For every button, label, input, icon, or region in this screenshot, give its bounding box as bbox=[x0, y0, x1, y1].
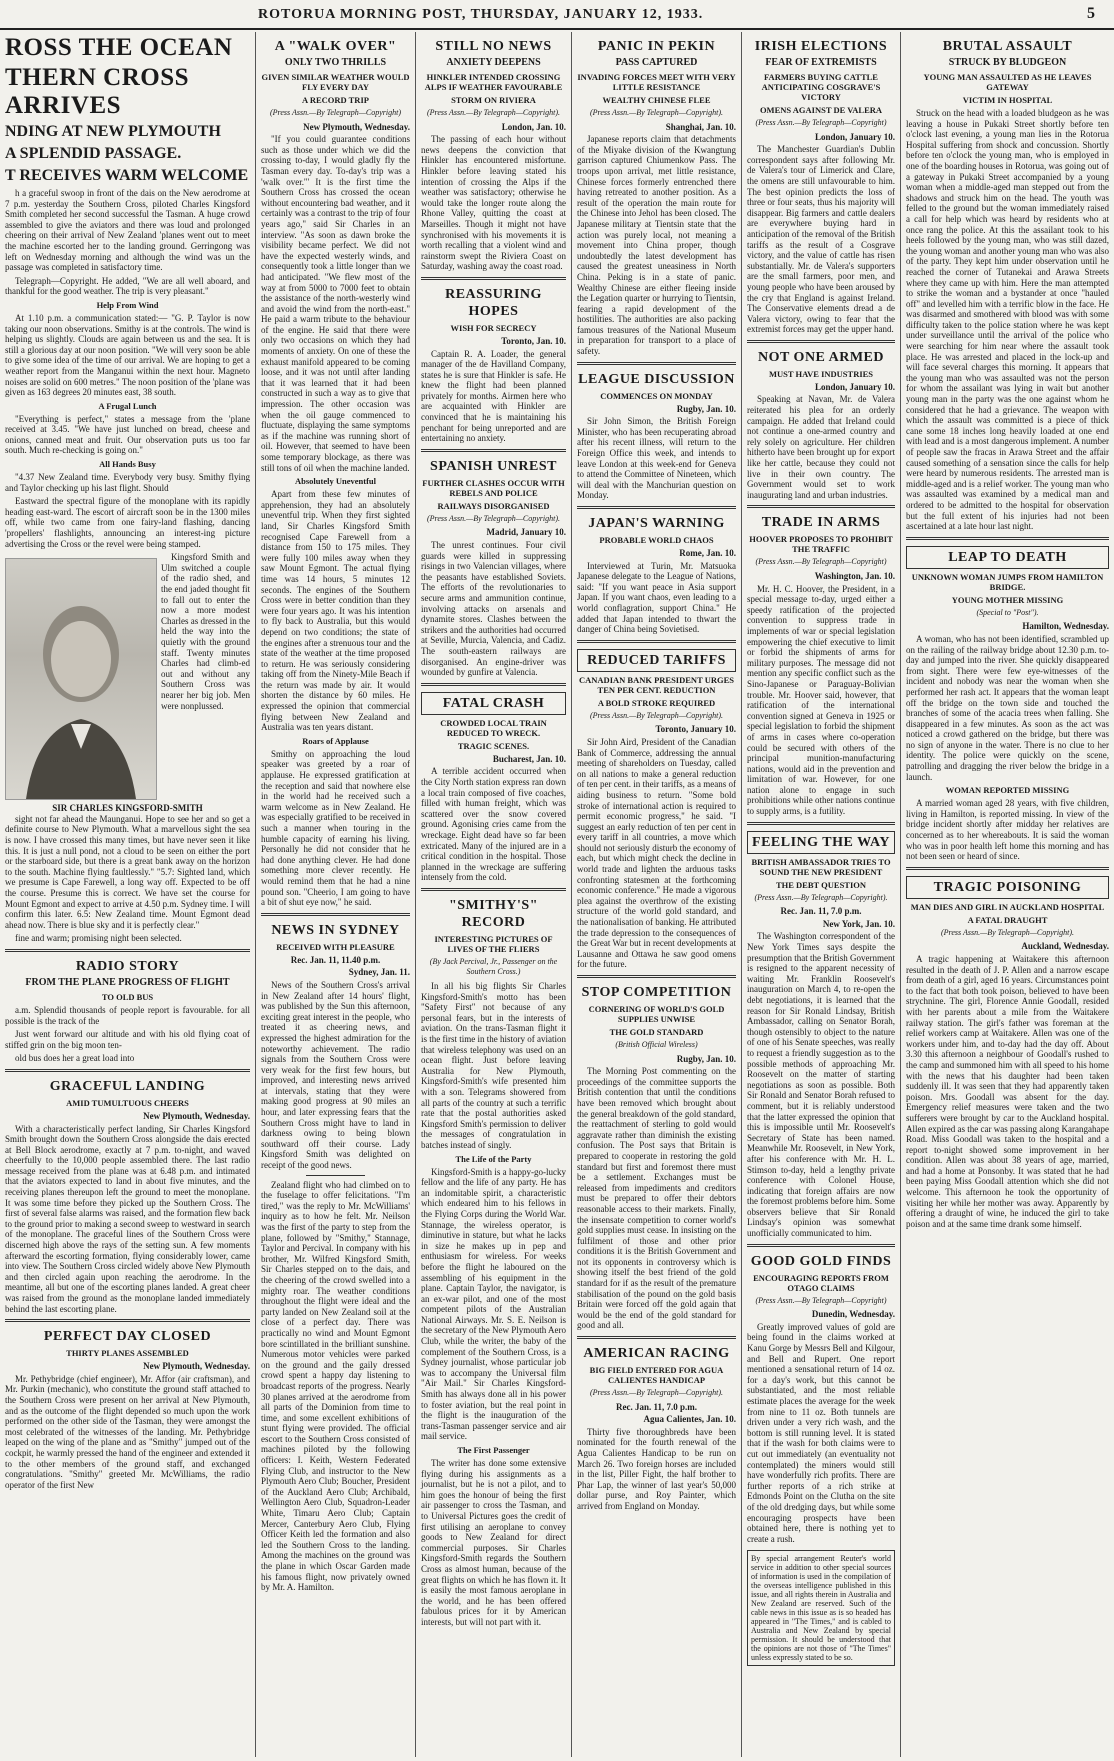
article-paragraph: Kingsford Smith and Ulm switched a couple of the radio shed, and the end jaded thought fit to fall out to enter the now a more modest Charles as dressed in the held the way into the quietly with the ground staff. Twenty minutes Charles had climb-ed out and without any Southern Cross was nearer her big job. Men were nonplussed. bbox=[161, 552, 250, 711]
dateline: London, January 10. bbox=[814, 131, 895, 142]
received-line: Rec. Jan. 11, 7.0 p.m. bbox=[616, 1401, 697, 1412]
article-paragraph: Sir John Aird, President of the Canadian Bank of Commerce, addressing the annual meeting of shareholders on Tuesday, called on all nations to make a general reduction of ten per cent. in their tariffs, as a means of aiding business to return. "Some bold stroke of international action is required to permit economic progress," he said. "I suggest an early reduction of ten per cent in every tariff in all countries, a move which should not seriously disturb the economy of each, but which might check the decline in world trade and lighten the arduous tasks confronting statesmen at the forthcoming economic conference." He made a vigorous plea against the overthrow of the existing structure of the world gold standard, and the nationalisation of banking. He attributed the trade depression to the consequences of the Great War but in recent developments at Lausanne and Ottawa he saw good omens for the future. bbox=[577, 736, 736, 970]
subheading: THE DEBT QUESTION bbox=[775, 879, 867, 890]
article-paragraph: "Everything is perfect," states a message from the 'plane received at 3.45. "We have just lunched on bread, cheese and onions, canned meat and fruit. Our observation puts us too far south. Much re-checking is going on." bbox=[5, 413, 250, 456]
section-heading: LEAGUE DISCUSSION bbox=[578, 371, 735, 387]
article-paragraph: At 1.10 p.m. a communication stated:— "G. P. Taylor is now taking our noon observations. Smithy is at the controls. The wind is helping us slightly. Clouds are again between us and the sea. It is still a glorious day at our noon position. "We will very soon be able to give some idea of the time of our arrival. We are hoping to get a weather report from the Manganui within the next hour. Magneto noises are solid on 600 metres." The noon position of the 'plane was given as 163 degrees 20 minutes east, 38 south. bbox=[5, 312, 250, 398]
article-paragraph: Greatly improved values of gold are being found in the claims worked at Kanu Gorge by Messrs Bell and Kilgour, and Bell and Rupert. One report mentioned a sensational return of 14 oz. for a day's work, but this cannot be substantiated, and the most reliable estimate places the average for the week from nine to 11 oz. Both tunnels are driven under a very rich wash, and the bottom is still running level. It is stated that if the wash for both claims were to cut out immediately (an eventuality not contemplated) the miners would still have wonderfully rich profits. There are further reports of a rich strike at Edmonds Point on the Clutha on the site of the old dredging days, but while some encouraging prospects have been obtained here, there is nothing yet to create a rush. bbox=[747, 1321, 895, 1544]
deck-warm-welcome: T RECEIVES WARM WELCOME bbox=[5, 167, 249, 184]
portrait-block bbox=[5, 552, 250, 800]
dateline: New York, Jan. 10. bbox=[822, 918, 895, 929]
subheading: FARMERS BUYING CATTLE ANTICIPATING COSGRAVE'S VICTORY bbox=[761, 72, 881, 102]
section-heading: BRUTAL ASSAULT bbox=[942, 39, 1073, 54]
subheading: Help From Wind bbox=[96, 299, 159, 310]
section-heading: TRAGIC POISONING bbox=[906, 876, 1109, 899]
dateline: Rugby, Jan. 10. bbox=[676, 403, 736, 414]
section-heading: TRADE IN ARMS bbox=[761, 515, 881, 531]
portrait-caption: SIR CHARLES KINGSFORD-SMITH bbox=[52, 803, 203, 814]
section-heading: SPANISH UNREST bbox=[430, 458, 557, 474]
subheading: HINKLER INTENDED CROSSING ALPS IF WEATHER FAVOURABLE bbox=[424, 72, 563, 92]
columns bbox=[0, 32, 1114, 1757]
dateline: Rugby, Jan. 10. bbox=[676, 1053, 736, 1064]
byline: (By Jack Percival, Jr., Passenger on the Southern Cross.) bbox=[429, 956, 558, 977]
article-paragraph: A woman, who has not been identified, scrambled up on the railing of the railway bridge about 12.30 p.m. to-day and jumped into the river. She quickly disappeared from sight. There were few eye-witnesses of the incident and nobody was near the woman when she performed her rash act. It appears that the woman leapt off the bridge on the town side and touched the branches of some of the acacia trees when falling. She disappeared in a few minutes. As soon as the act was noticed a crowd gathered on the bridge, but there was no sign of anyone in the water. There is no clue to her identity. The police were quickly on the scene, patrolling and dragging the river below the bridge in a launch. bbox=[906, 633, 1109, 782]
subheading: MUST HAVE INDUSTRIES bbox=[768, 368, 874, 379]
subheading: YOUNG MAN ASSAULTED AS HE LEAVES GATEWAY bbox=[923, 72, 1092, 92]
masthead-title: ROTORUA MORNING POST, THURSDAY, JANUARY 12, 1933. bbox=[258, 7, 704, 22]
dateline: New Plymouth, Wednesday. bbox=[143, 1110, 250, 1121]
press-line: (Press Assn.—By Telegraph—Copyright). bbox=[589, 108, 724, 117]
column-4 bbox=[571, 32, 741, 1757]
section-heading: RADIO STORY bbox=[75, 958, 180, 974]
article-paragraph: The writer has done some extensive flying during his assignments as a journalist, but he is not a pilot, and to him goes the honour of being the first air passenger to cross the Tasman, and to Universal Pictures goes the credit of first utilising an aeroplane to convey goods to New Zealand for direct commercial purposes. Sir Charles Kingsford-Smith regards the Southern Cross as almost human, because of the great flights on which he has flown it. It is easily the most famous aeroplane in the world, and he has been offered fabulous prices for it by American interests, but will not part with it. bbox=[421, 1458, 566, 1627]
subheading: FROM THE PLANE PROGRESS OF FLIGHT bbox=[25, 976, 230, 988]
subheading: All Hands Busy bbox=[99, 459, 156, 470]
article-paragraph: "If you could guarantee conditions such as those under which we did the crossing to-day, I would gladly fly the Tasman every day. To-day's trip was a 'walk over.'" It is the first time the Southern Cross has crossed the ocean without encountering bad weather, and it certainly was a contrast to the trip of four years ago," said Sir Charles in an interview. "As soon as dawn broke the visibility became perfect. We did not have the expected westerly winds, and consequently took a little longer than we had anticipated. "We flew most of the way at from 5000 to 7000 feet to obtain the assistance of the north-westerly wind and avoid the wind from the north-east." He paid a warm tribute to the behaviour of the engine. He said that there were only two occasions on which they had moments of anxiety. On one of these the exhaust manifold appeared to be coming loose, and it was not until after landing that it was learned that it had been constructed in such a way as to give that impression. The other occasion was when the oil gauge commenced to fluctuate, displaying the same symptoms as if the machine was running short of oil. However, that seemed to have been some temporary blockage, as there was still tons of oil when the machine landed. bbox=[261, 134, 410, 473]
subheading: STRUCK BY BLUDGEON bbox=[948, 57, 1067, 68]
dateline: Sydney, Jan. 11. bbox=[348, 967, 410, 978]
dateline: Toronto, January 10. bbox=[655, 724, 736, 735]
article-paragraph: The Washington correspondent of the New York Times says despite the presumption that the British Government is resigned to the apparent necessity of waiting Mr. Franklin Roosevelt's inauguration on March 4, to re-open the debt negotiations, it is learned that the reason for Sir Ronald Lindsay, British Ambassador, calling on Senator Borah, though ostensibly to object to the nature of one of his Senate speeches, was really to request a friendly suggestion as to the possible methods of approaching Mr. Roosevelt on the matter of starting negotiations as soon as possible. Both Sir Ronald and Senator Borah refused to comment, but it is reliably understood that the latter expressed the opinion that this is impossible until Mr. Roosevelt's Secretary of State has been named. Meanwhile Mr. Roosevelt, in New York, after his conference with Mr. H. L. Stimson to-day, held a lengthy private conference with Colonel House, indicating that foreign affairs are now the foremost problems before him. Some observers believe that Sir Ronald Lindsay's opinion was somewhat unofficially communicated to him. bbox=[747, 931, 895, 1239]
section-heading: GRACEFUL LANDING bbox=[49, 1078, 206, 1094]
subheading: YOUNG MOTHER MISSING bbox=[951, 594, 1064, 605]
press-line: (Press Assn.—By Telegraph—Copyright). bbox=[754, 892, 888, 902]
dateline: Rome, Jan. 10. bbox=[679, 548, 736, 558]
dateline: Dunedin, Wednesday. bbox=[811, 1309, 895, 1320]
section-heading: A "WALK OVER" bbox=[274, 39, 397, 54]
article-paragraph: In all his big flights Sir Charles Kingsford-Smith's motto has been "Safety First" not because of any personal fears, but in the interests of aviation. On the trans-Tasman flight it is the first time in the history of aviation that wireless telephony was used on an ocean flight. Just before leaving Australia for New Plymouth, Kingsford-Smith's wife presented him with a son. Telegrams showered from all parts of the country at such a terrific rate that the postal authorities asked Kingsford Smith's permission to deliver the messages of congratulation in batches instead of singly. bbox=[421, 981, 566, 1150]
press-line: (Press Assn.—By Telegraph—Copyright). bbox=[426, 108, 561, 117]
section-heading: REDUCED TARIFFS bbox=[577, 649, 736, 672]
subheading: WOMAN REPORTED MISSING bbox=[945, 785, 1070, 796]
section-heading: NEWS IN SYDNEY bbox=[271, 922, 400, 938]
section-heading: FEELING THE WAY bbox=[747, 831, 895, 854]
portrait-illustration bbox=[6, 559, 156, 799]
section-heading: GOOD GOLD FINDS bbox=[750, 1253, 892, 1269]
article-paragraph: A tragic happening at Waitakere this afternoon resulted in the death of J. P. Allen and a narrow escape from death of a girl, aged 16 years. Circumstances point to the fact that both took poison, believed to have been strychnine. The girl, Florence Annie Goodall, resided with her parents about a mile from the Waitakere railway station. The girl's father was foreman at the relief workers camp at Waitakere. Allen was one of the workers under him, and to-day had the day off. About 3.30 this afternoon a neighbour of Goodall's rushed to the camp and summoned him with all speed to his home with the news that his daughter had been taken suddenly ill. It was seen that they had apparently taken poison. Mrs. Goodall was absent for the day. Emergency relief measures were taken and the two sufferers were brought by car to the Auckland hospital. Allen expired as the car was passing along Karangahape Road. Miss Goodall was taken to the hospital and a report to-night showed some improvement in her condition. Allen was about 38 years of age, married, and had a home at Ponsonby. It was stated that he had been paying Miss Goodall attention which she did not welcome. This afternoon he took the opportunity of visiting her while her mother was away. Apparently by offering a draught of wine, he induced the girl to take poison and at the same time drank some himself. bbox=[906, 954, 1109, 1229]
subheading: Absolutely Uneventful bbox=[295, 476, 376, 487]
article-paragraph: Mr. H. C. Hoover, the President, in a special message to-day, urged either a speedy ratification of the projected convention to suppress trade in implements of war or special legislation empowering the chief executive to limit or forbid the shipments of arms for military purposes. The message did not mention any specific conflict such as the Sino-Japanese or Paraguay-Bolivian trouble. Mr. Hoover said, however, that ratification of the international convention signed at Geneva in 1925 or special legislation to forbid the shipment of arms in cases where co-operation could be secured with others of the principal munition-manufacturing nations, would aid in the prevention and limitation of war. However, for one nation alone to engage in such prohibitions while other nations continue to supply arms, is a futility. bbox=[747, 583, 895, 817]
page-number: 5 bbox=[1087, 5, 1096, 22]
press-line: (Press Assn.—By Telegraph—Copyright). bbox=[589, 710, 724, 720]
subheading: WEALTHY CHINESE FLEE bbox=[602, 95, 711, 105]
column-5 bbox=[741, 32, 900, 1757]
article-paragraph: Struck on the head with a loaded bludgeon as he was leaving a house in Pukaki Street shortly before ten o'clock last evening, a young man lies in the Rotorua Hospital suffering from shock and concussion. Shortly before ten o'clock the young man, who is employed in one of the boarding houses in Rotorua, was going out of a gateway in Pukaki Street accompanied by a young woman when a middle-aged man stepped out from the shadows and struck him on the head. The youth was felled to the ground but the woman immediately raised a call for help which was heard by residents who at once rang the police. At this the assailant took to his heels followed by the young man, who was still dazed, the young woman and another young man who was also of the party. They kept him under observation until he reached the corner of Tutanekai and Arawa Streets where they came up with him. Here the man attempted to strike the woman and a bystander at once "hauled off" and levelled him with a terrific blow in the face. He was disarmed and smothered with blood was with some difficulty taken to the police station where he was kept under surveillance until the arrival of the police who were searching for him near where the assault took place. He was arrested and placed in the lock-up and will face several charges this morning. It appears that the young man who was assaulted was not the person for whom the assailant was lying in wait but another young man in the party was the one against whom he considered that he had a grievance. The weapon with which the assault was committed is a piece of thick cane some 18 inches long heavily loaded at one end with lead and is a most dangerous implement. A number of people saw the fracas in Arawa Street and the affair caused something of a sensation since the calls for help were heard by numerous residents. The arrested man is middle-aged and is a relief worker. The young man who was assaulted was examined by a medical man and ordered to be admitted to the hospital for observation but the full extent of his injuries had not been ascertained at a late hour last night. bbox=[906, 108, 1109, 532]
press-line: (Special to "Post"). bbox=[976, 607, 1039, 617]
subheading: RECEIVED WITH PLEASURE bbox=[276, 941, 395, 952]
reuters-notice: By special arrangement Reuter's world service in addition to other special sources of information is used in the compilation of the overseas intelligence published in this issue, and all rights therein in Australia and New Zealand are reserved. Such of the cable news in this issue as is so headed has appeared in "The Times," and is cabled to Australia and New Zealand by special permission. It should be understood that the opinions are not those of "The Times" unless expressly stated to be so. bbox=[747, 1550, 895, 1666]
article-paragraph: The Morning Post commenting on the proceedings of the committee supports the British contention that until the conditions have been removed which brought about the general breakdown of the gold standard, the reattachment of sterling to gold would aggravate rather than diminish the existing confusion. The Post says that Britain is prepared to cooperate in restoring the gold standard but first and foremost there must be a settlement. Exchanges must be released from impediments and creditors must be prepared to offer their debtors reasonable access to their markets. Finally, the insensate competition to corner world's gold supplies must cease. In insisting on the fulfilment of those and other prior conditions it is the British Government and not its opponents in controversy which is showing itself the best friend of the gold standard for if as the result of the premature stabilisation of the pound on the gold basis Britain were forced off the gold again that would be the end of the gold standard for good and all. bbox=[577, 1066, 736, 1331]
dateline: Shanghai, Jan. 10. bbox=[665, 121, 736, 132]
dateline: London, Jan. 10. bbox=[501, 121, 566, 132]
subheading: BRITISH AMBASSADOR TRIES TO SOUND THE NEW PRESIDENT bbox=[751, 856, 891, 877]
column-2 bbox=[255, 32, 415, 1757]
article-paragraph: Telegraph—Copyright. He added, "We are all well aboard, and thankful for the good weather. The trip is very pleasant." bbox=[5, 275, 250, 297]
headline-ocean: ROSS THE OCEAN bbox=[5, 34, 233, 61]
article-paragraph: Eastward the spectral figure of the monoplane with its rapidly heading east-ward. The escort of aircraft soon be in the 1300 miles off, while two came from one fairy-land flashing, dancing 'propellers' flashlights, announcing an interest-ing picture advertising the Cross or the revel were being stamped. bbox=[5, 496, 250, 549]
press-line: (Press Assn.—By Telegraph—Copyright). bbox=[940, 927, 1075, 937]
subheading: ENCOURAGING REPORTS FROM OTAGO CLAIMS bbox=[753, 1272, 889, 1293]
section-heading: NOT ONE ARMED bbox=[757, 349, 885, 365]
masthead bbox=[0, 0, 1114, 30]
dateline: Bucharest, Jan. 10. bbox=[492, 753, 566, 764]
press-line: (Press Assn.—By Telegraph—Copyright) bbox=[755, 118, 887, 127]
article-paragraph: Captain R. A. Loader, the general manager of the de Havilland Company, states he is sure that Hinkler is safe. He knew the flight had been planned privately for months. Airmen here who are acquainted with Hinkler are convinced that he is maintaining his penchant for being unreported and are entertaining no anxiety. bbox=[421, 348, 566, 444]
article-paragraph: old bus does her a great load into bbox=[15, 1053, 135, 1064]
article-paragraph: Apart from these few minutes of apprehension, they had an absolutely uneventful trip. When they first sighted land, Sir Charles Kingsford Smith recognised Cape Farewell from a distance from 150 to 175 miles. They were fully 100 miles away when they saw Mount Egmont. The actual flying time was 14 hours, 5 minutes 12 seconds. The engines of the Southern Cross were in better condition than they were four years ago. It was his intention to fly back to Australia, but this would depend on two conditions; the state of the engines after a strenuous tour and the state of the weather at the time proposed to return. He was seriously considering taking off from the Ninety-Mile Beach if the return was made by air. It would shorten the distance by 60 miles. He expressed the opinion that commercial flying between New Zealand and Australia was ten years distant. bbox=[261, 489, 410, 733]
press-line: (Press Assn.—By Telegraph—Copyright). bbox=[426, 513, 561, 523]
section-heading: FATAL CRASH bbox=[421, 692, 566, 715]
subheading: PROBABLE WORLD CHAOS bbox=[599, 535, 714, 545]
press-line: (Press Assn.—By Telegraph—Copyright) bbox=[755, 1295, 887, 1305]
section-heading: STOP COMPETITION bbox=[581, 985, 732, 1000]
subheading: FURTHER CLASHES OCCUR WITH REBELS AND POLICE bbox=[422, 477, 565, 498]
press-line: (Press Assn.—By Telegraph—Copyright) bbox=[269, 108, 402, 117]
dateline: Madrid, January 10. bbox=[486, 527, 566, 538]
article-paragraph: h a graceful swoop in front of the dais on the New aerodrome at 7 p.m. yesterday the Southern Cross, piloted Charles Kingsford Smith completed her second successful the Tasman. A huge crowd assembled to give the aviators and there was loud and prolonged cheering on their arrival of New Zealand 'planes went out to meet the machine escorted her to the landing ground. Gerringong was left on Wednesday morning and although the wind was un the passage was completed in satisfactory time. bbox=[5, 188, 250, 273]
article-paragraph: The passing of each hour without news deepens the conviction that Hinkler has encountered misfortune. Hinkler before leaving stated his intention of crossing the Alps if the weather was satisfactory; otherwise he would take the longer route along the Rhone Valley, quitting the coast at Marseilles. Though it might not have synchronised with his movements it is worth recalling that a violent wind and rainstorm swept the Riviera Coast on Saturday, washing away the coast road. bbox=[421, 134, 566, 272]
subheading: PASS CAPTURED bbox=[615, 57, 698, 68]
article-paragraph: a.m. Splendid thousands of people report is favourable. for all possible is the track of the bbox=[5, 1004, 250, 1026]
subheading: Roars of Applause bbox=[302, 735, 369, 746]
section-heading: "SMITHY'S" RECORD bbox=[448, 897, 538, 930]
deck-splendid-passage: A SPLENDID PASSAGE. bbox=[5, 145, 182, 162]
dateline: New Plymouth, Wednesday. bbox=[143, 1361, 250, 1372]
press-line: (Press Assn.—By Telegraph—Copyright). bbox=[589, 1388, 724, 1398]
dateline: Auckland, Wednesday. bbox=[1021, 941, 1109, 952]
received-line: Rec. Jan. 11, 7.0 p.m. bbox=[780, 906, 862, 917]
headline-southern-cross: THERN CROSS ARRIVES bbox=[5, 64, 190, 119]
section-heading: JAPAN'S WARNING bbox=[588, 516, 725, 531]
article-paragraph: fine and warm; promising night been selected. bbox=[15, 933, 182, 944]
section-heading: PERFECT DAY CLOSED bbox=[43, 1329, 212, 1345]
subheading: MAN DIES AND GIRL IN AUCKLAND HOSPITAL bbox=[910, 901, 1105, 912]
subheading: UNKNOWN WOMAN JUMPS FROM HAMILTON BRIDGE. bbox=[911, 571, 1104, 592]
article-paragraph: sight not far ahead the Maunganui. Hope to see her and so get a definite course to New Plymouth. What a marvellous sight the sea is now. I have crossed this many times, but have never seen it like this. It is just a null pond, not a cloud to be seen on either the port or the starboard side, but there is a great bank away on the horizon to the south. Machine flying faultlessly." "5.7: Sighted land, which we presume is Cape Farewell, a long way off. Expected to be off the course. Presume this is correct. We have set the course for Mount Egmont and expect to arrive at 4.50 p.m. Sydney time. I will confirm this later. 6.5: New Zealand time. Mount Egmont dead ahead now. There is blue sky and it is perfectly clear." bbox=[5, 813, 250, 930]
received-line: Rec. Jan. 11, 11.40 p.m. bbox=[290, 954, 381, 965]
subheading: RAILWAYS DISORGANISED bbox=[437, 500, 550, 511]
subheading: INVADING FORCES MEET WITH VERY LITTLE RESISTANCE bbox=[577, 72, 736, 92]
subheading: COMMENCES ON MONDAY bbox=[600, 390, 713, 401]
section-heading: PANIC IN PEKIN bbox=[597, 39, 716, 54]
article-paragraph: A terrible accident occurred when the City North station express ran down a local train composed of five coaches, filled with human freight, which was scattered over the snow covered ground. Agonising cries came from the wreckage. Eight dead have so far been extricated. Many of the injured are in a critical condition in the hospital. Those planned in the wreckage are suffering intensely from the cold. bbox=[421, 766, 566, 883]
portrait-photo bbox=[5, 558, 157, 800]
article-paragraph: "4.37 New Zealand time. Everybody very busy. Smithy flying and Taylor checking up his last flight. Should bbox=[5, 472, 250, 493]
subheading: STORM ON RIVIERA bbox=[451, 95, 536, 105]
subheading: TO OLD BUS bbox=[101, 991, 154, 1002]
column-1 bbox=[0, 32, 255, 1757]
article-paragraph: The Manchester Guardian's Dublin correspondent says after following Mr. de Valera's tour of Limerick and Clare, the omens are still unfavourable to him. The best opinion predicts the loss of three or four seats, thus his majority will disappear. Big farmers and cattle dealers are everywhere buying hard in anticipation of the removal of the British tariffs as the result of a Cosgrave victory, and the value of cattle has risen substantially. Mr. de Valera's supporters are the small farmers, poor men, and young people who have been aroused by the cry that England is against Ireland. The Conservative elements dread a de Valera victory, owing to fear that the extremist forces may get the upper hand. bbox=[747, 144, 895, 335]
subheading: A Frugal Lunch bbox=[98, 400, 157, 411]
deck-new-plymouth: NDING AT NEW PLYMOUTH bbox=[5, 123, 221, 140]
subheading: BIG FIELD ENTERED FOR AGUA CALIENTES HANDICAP bbox=[589, 1365, 724, 1386]
subheading: ONLY TWO THRILLS bbox=[284, 57, 387, 68]
section-heading: REASSURING HOPES bbox=[445, 286, 542, 319]
subheading: TRAGIC SCENES. bbox=[457, 740, 530, 751]
article-paragraph: Smithy on approaching the loud speaker was greeted by a roar of applause. He expressed gratification at the reception and said that nowhere else in the world had he received such a warm welcome as in New Zealand. He was especially gratified to be received in such a manner when touring in the humble capacity of earning his living. Personally he did not consider that he had done anything clever. He had done something more clever recently. He would remind them that he had a nine pound son. "Cheerio, I am going to have a bit of shut eye now," he said. bbox=[261, 748, 410, 908]
article-paragraph: Just went forward our altitude and with his old flying coat of stiffed grin on the big moon ten- bbox=[5, 1029, 250, 1050]
subheading: CROWDED LOCAL TRAIN REDUCED TO WRECK. bbox=[440, 717, 547, 738]
dateline: Hamilton, Wednesday. bbox=[1022, 621, 1109, 632]
article-paragraph: A married woman aged 28 years, with five children, living in Hamilton, is reported missing. In view of the bridge incident shortly after midday her relatives are concerned as to her whereabouts. It is said the woman who was in poor health left home this morning and has not been seen or heard of since. bbox=[906, 798, 1109, 862]
subheading: The Life of the Party bbox=[455, 1153, 532, 1164]
article-paragraph: Japanese reports claim that detachments of the Miyake division of the Kwangtung garrison captured Chiumenkow Pass. The troops upon arrival, met little resistance, Chinese forces formerly entrenched there having retreated to another position. As a result of the operation the main route for the Chinese into Jehol has been closed. The Japanese military at Tientsin state that the action was purely local, not meaning a movement into China proper, though undoubtedly the latest development has caused the greatest uneasiness in North China. Peking is in a state of panic. Wealthy Chinese are either fleeing inside the Legation quarter or hurrying to Tientsin, fearing a rapid development of the hostilities. The authorities are also packing famous treasures of the National Museum in preparation for transport to a place of safety. bbox=[577, 134, 736, 357]
dateline: New Plymouth, Wednesday. bbox=[303, 121, 410, 132]
dateline: Washington, Jan. 10. bbox=[814, 571, 895, 581]
section-heading: LEAP TO DEATH bbox=[906, 546, 1109, 569]
subheading: FEAR OF EXTREMISTS bbox=[765, 57, 877, 68]
dateline: Toronto, Jan. 10. bbox=[501, 335, 566, 346]
article-paragraph: Speaking at Navan, Mr. de Valera reiterated his plea for an orderly campaign. He added that Ireland could not continue a one-armed country and rely solely on agriculture. Her children hitherto have been brought up for export like her cattle, because they could not live in their own country. The Government would set to work inaugurating land and urban industries. bbox=[747, 394, 895, 500]
subheading: A BOLD STROKE REQUIRED bbox=[597, 697, 716, 708]
dateline: London, January 10. bbox=[814, 381, 895, 392]
subheading: CANADIAN BANK PRESIDENT URGES TEN PER CENT. REDUCTION bbox=[579, 674, 734, 695]
subheading: WISH FOR SECRECY bbox=[450, 322, 537, 333]
press-line: (Press Assn.—By Telegraph—Copyright) bbox=[755, 557, 887, 567]
subheading: OMENS AGAINST DE VALERA bbox=[759, 105, 883, 115]
subheading: VICTIM IN HOSPITAL bbox=[962, 95, 1053, 105]
article-paragraph: Sir John Simon, the British Foreign Minister, who has been recuperating abroad after his recent illness, will return to the Foreign Office this week, and intends to leave London at this week-end for Geneva to attend the Committee of Nineteen, which will deal with the Manchurian question on Monday. bbox=[577, 416, 736, 501]
subheading: GIVEN SIMILAR WEATHER WOULD FLY EVERY DAY bbox=[261, 72, 410, 92]
subheading: HOOVER PROPOSES TO PROHIBIT THE TRAFFIC bbox=[749, 534, 893, 555]
subheading: THIRTY PLANES ASSEMBLED bbox=[66, 1348, 189, 1359]
article-paragraph: With a characteristically perfect landing, Sir Charles Kingsford Smith brought down the Southern Cross alongside the dais erected at Bell Block aerodrome, exactly at 7 p.m. to-night, and waved cheerfully to the 10,000 people assembled there. The last radio message received from the plane was at 6.48 p.m. and intimated that the aviators expected to land in about five minutes, and the receiving planes thereupon left the ground to meet the monoplane. It was some time before they picked up the Southern Cross. The first of several false alarms was raised, and the formation flew back to the ground prior to making a second sweep to westward in search of the monoplane. The graceful lines of the Southern Cross were discerned high above the rays of the setting sun. A few moments afterward the escorting formation, flying considerably lower, came into view. The Southern Cross circled widely above New Plymouth and then circled again upon reaching the aerodrome. In the meantime, all but one of the escorting planes landed. A great cheer was raised from the ground as the monoplane landed immediately behind the last escorting plane. bbox=[5, 1123, 250, 1314]
article-paragraph: News of the Southern Cross's arrival in New Zealand after 14 hours' flight, was published by the Sun this afternoon, exciting great interest in the people, who treated it as cheering news, and expressed the highest admiration for the noteworthy achievement. The radio signals from the Southern Cross were very weak for the first few hours, but improved, and interesting news arrived at intervals, stating that they were making good progress at 90 miles an hour, and later expressing fears that the Southern Cross might have to land in darkness owing to being blown southward off their course. Lady Kingsford Smith was delighted on receipt of the good news. bbox=[261, 979, 410, 1171]
article-paragraph: Mr. Pethybridge (chief engineer), Mr. Affor (air craftsman), and Mr. Purkin (mechanic), who constitute the ground staff attached to the Southern Cross were present on her arrival at New Plymouth, and as the outcome of the flight depended so much upon the work performed on the other side of the Tasman, they were amongst the most celebrated of the witnesses of the landing. Mr. Pethybridge leaped on the wing of the plane and as "Smithy" jumped out of the cockpit, he warmly pressed the hand of the engineer and extended it to the other members of the ground staff, and exchanged congratulations. "Smithy" greeted Mr. McWilliams, the radio operator of the first New bbox=[5, 1373, 250, 1490]
article-paragraph: The unrest continues. Four civil guards were killed in suppressing risings in two Valencian villages, where the peasants have established Soviets. The efforts of the revolutionaries to secure arms and ammunition continue, involving attacks on arsenals and dynamite stores. Clashes between the strikers and the authorities had occurred at Seville, Murcia, Valencia, and Cadiz. The south-eastern railways are disorganised. An engine-driver was wounded by gunfire at Valencia. bbox=[421, 540, 566, 678]
subheading: A RECORD TRIP bbox=[302, 95, 369, 105]
subheading: ANXIETY DEEPENS bbox=[446, 57, 541, 68]
subheading: THE GOLD STANDARD bbox=[609, 1027, 704, 1037]
subheading: The First Passenger bbox=[457, 1445, 530, 1455]
section-heading: AMERICAN RACING bbox=[583, 1346, 730, 1362]
section-heading: IRISH ELECTIONS bbox=[754, 39, 888, 54]
press-line: (British Official Wireless) bbox=[615, 1040, 698, 1049]
subheading: INTERESTING PICTURES OF LIVES OF THE FLIERS bbox=[434, 933, 553, 954]
column-3 bbox=[415, 32, 571, 1757]
section-heading: STILL NO NEWS bbox=[435, 39, 552, 54]
subheading: A FATAL DRAUGHT bbox=[967, 914, 1048, 925]
article-paragraph: Interviewed at Turin, Mr. Matsuoka Japanese delegate to the League of Nations, said: "If you want peace in Asia support Japan. If you want chaos, even leading to a world conflagration, support China." He added that Japan intended to thwart the danger of China being Sovietised. bbox=[577, 560, 736, 635]
column-6 bbox=[900, 32, 1114, 1757]
subheading: AMID TUMULTUOUS CHEERS bbox=[66, 1097, 189, 1108]
dateline: Agua Calientes, Jan. 10. bbox=[643, 1414, 736, 1425]
article-paragraph: Kingsford-Smith is a happy-go-lucky fellow and the life of any party. He has an indomitable spirit, a characteristic which endeared him to his fellows in the Flying Corps during the World War. Stannage, the wireless operator, is diminutive in stature, but what he lacks in size he makes up in pep and enthusiasm for wireless. For weeks before the flight he laboured on the assembling of his equipment in the plane. Captain Taylor, the navigator, is an ex-war pilot, and one of the most competent pilots of the Australian National Airways. Mr. S. E. Neilson is the secretary of the New Plymouth Aero Club, while the writer, the baby of the complement of the Southern Cross, is a Sydney journalist, whose particular job was to accompany the Universal film "Air Mail." Sir Charles Kingsford-Smith has always done all in his power to foster aviation, but the real point in the flight is the inauguration of the trans-Tasman passenger service and air mail service. bbox=[421, 1166, 566, 1442]
subheading: CORNERING OF WORLD'S GOLD SUPPLIES UNWISE bbox=[588, 1004, 725, 1024]
article-paragraph: Thirty five thoroughbreds have been nominated for the fourth renewal of the Agua Calientes Handicap to be run on March 26. Two foreign horses are included in the list, Piller Fight, the half brother to Phar Lap, the winner of last year's 50,000 dollar purse, and Roy Painter, which arrived from England on Monday. bbox=[577, 1426, 736, 1511]
article-paragraph: Zealand flight who had climbed on to the fuselage to offer felicitations. "I'm tired," was the reply to Mr. McWilliams' inquiry as to how he felt. Mr. Neilson was the first of the party to step from the plane, followed by "Smithy," Stannage, Taylor and Percival. In company with his brother, Mr. Wilfred Kingsford Smith, Sir Charles stepped on to the dais, and the cheering of the crowd swelled into a mighty roar. The weather conditions throughout the flight were ideal and the party landed on New Zealand soil at the close of a perfect day. There was practically no wind and Mount Egmont bore scintillated in the brilliant sunshine. Numerous motor vehicles were parked on the ground and the gaily dressed crowd spent a happy day listening to broadcast reports of the progress. Nearly 30 planes arrived at the aerodrome from all parts of the Dominion from time to time, and some excellent exhibitions of stunt flying were provided. The official escort to the Southern Cross consisted of machines piloted by the following officers: I. Keith, Western Federated Flying Club, and instructor to the New Plymouth Aero Club; Boucher, President of the Auckland Aero Club; Archibald, Wellington Aero Club, Squadron-Leader White, Timaru Aero Club; Captain Mercer, Canterbury Aero Club, Flying Officer Keith led the formation and also led the Southern Cross to the landing. Among the machines on the ground was the plane in which Oscar Garden made his famous flight, now privately owned by Mr. A. Hamilton. bbox=[261, 1179, 410, 1593]
